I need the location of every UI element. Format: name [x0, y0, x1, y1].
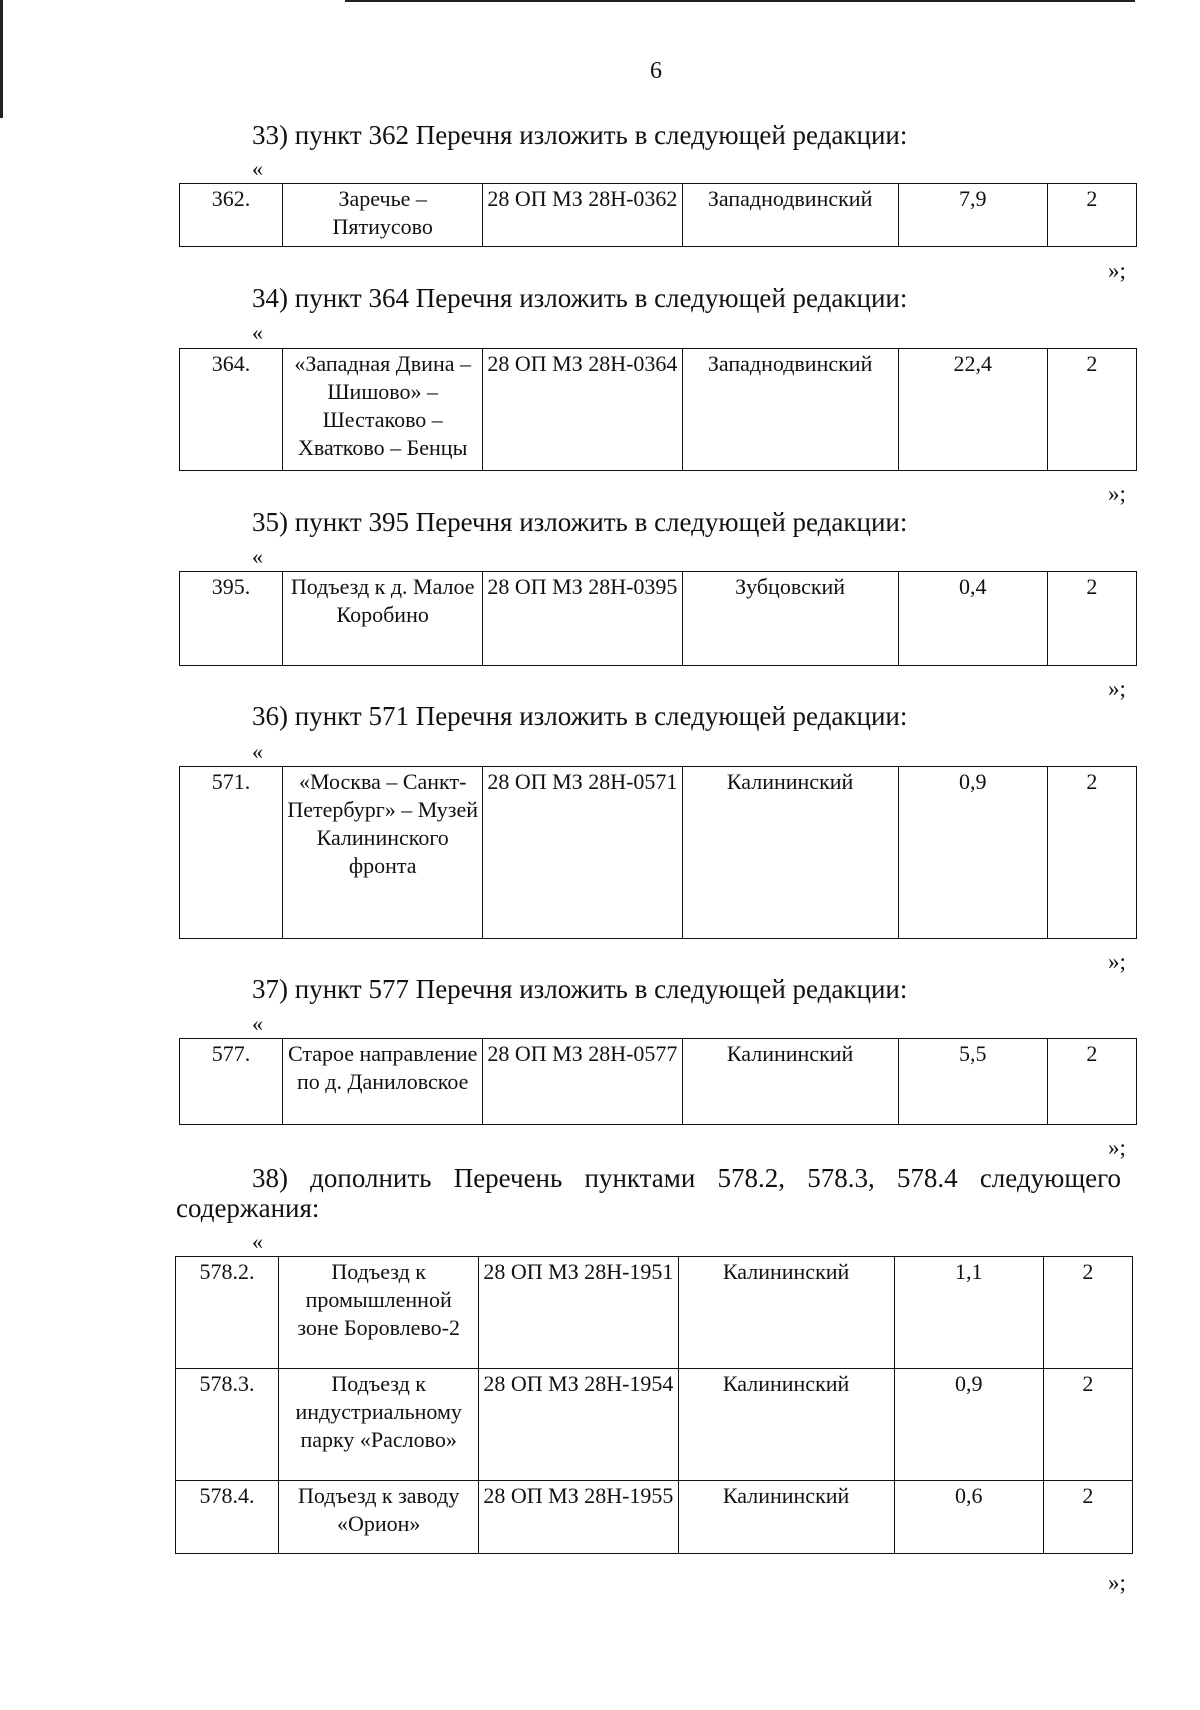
road-length: 5,5	[898, 1039, 1047, 1125]
section-35-heading: 35) пункт 395 Перечня изложить в следующей редакции:	[252, 507, 908, 537]
road-code: 28 ОП МЗ 28Н-0577	[483, 1039, 682, 1125]
road-code: 28 ОП МЗ 28Н-0395	[483, 572, 682, 666]
section-34-heading: 34) пункт 364 Перечня изложить в следующей редакции:	[252, 283, 908, 313]
table-row	[180, 1039, 1137, 1125]
road-code: 28 ОП МЗ 28Н-0362	[483, 184, 682, 247]
row-number: 578.4.	[176, 1481, 279, 1554]
table-row	[180, 184, 1137, 247]
section-35-table	[179, 571, 1137, 666]
open-quote: «	[252, 1011, 263, 1036]
road-code: 28 ОП МЗ 28Н-1955	[479, 1481, 678, 1554]
section-34-table	[179, 348, 1137, 471]
row-number: 362.	[180, 184, 283, 247]
road-category: 2	[1047, 1039, 1136, 1125]
road-length: 0,4	[898, 572, 1047, 666]
table-row	[176, 1481, 1133, 1554]
road-code: 28 ОП МЗ 28Н-0571	[483, 767, 682, 939]
district: Калининский	[678, 1481, 894, 1554]
section-33-heading: 33) пункт 362 Перечня изложить в следующей редакции:	[252, 120, 908, 150]
section-37-heading: 37) пункт 577 Перечня изложить в следующей редакции:	[252, 974, 908, 1004]
road-length: 1,1	[894, 1257, 1043, 1369]
close-quote: »;	[1108, 481, 1126, 506]
road-name: Старое направление по д. Даниловское	[283, 1039, 483, 1125]
open-quote: «	[252, 1229, 263, 1254]
road-length: 22,4	[898, 349, 1047, 471]
section-36-heading: 36) пункт 571 Перечня изложить в следующей редакции:	[252, 701, 908, 731]
road-name: Подъезд к д. Малое Коробино	[283, 572, 483, 666]
open-quote: «	[252, 544, 263, 569]
road-name: «Западная Двина – Шишово» – Шестаково – Хватково – Бенцы	[283, 349, 483, 471]
section-36-table	[179, 766, 1137, 939]
open-quote: «	[252, 739, 263, 764]
table-row	[176, 1257, 1133, 1369]
row-number: 578.2.	[176, 1257, 279, 1369]
district: Калининский	[682, 767, 898, 939]
district: Западнодвинский	[682, 184, 898, 247]
district: Западнодвинский	[682, 349, 898, 471]
road-category: 2	[1047, 572, 1136, 666]
table-row	[180, 767, 1137, 939]
close-quote: »;	[1108, 949, 1126, 974]
section-37-table	[179, 1038, 1137, 1125]
table-row	[180, 572, 1137, 666]
section-38-heading: 38) дополнить Перечень пунктами 578.2, 578.3, 578.4 следующего содержания:	[176, 1163, 1121, 1223]
table-row	[176, 1369, 1133, 1481]
district: Зубцовский	[682, 572, 898, 666]
road-category: 2	[1043, 1257, 1132, 1369]
road-category: 2	[1047, 184, 1136, 247]
close-quote: »;	[1108, 676, 1126, 701]
row-number: 571.	[180, 767, 283, 939]
road-length: 0,9	[894, 1369, 1043, 1481]
section-38-table	[175, 1256, 1133, 1554]
road-name: Заречье – Пятиусово	[283, 184, 483, 247]
left-border-line	[0, 0, 3, 118]
road-code: 28 ОП МЗ 28Н-0364	[483, 349, 682, 471]
road-length: 7,9	[898, 184, 1047, 247]
road-category: 2	[1043, 1481, 1132, 1554]
open-quote: «	[252, 156, 263, 181]
road-name: Подъезд к заводу «Орион»	[279, 1481, 479, 1554]
row-number: 364.	[180, 349, 283, 471]
close-quote: »;	[1108, 1570, 1126, 1595]
row-number: 578.3.	[176, 1369, 279, 1481]
district: Калининский	[682, 1039, 898, 1125]
road-name: «Москва – Санкт-Петербург» – Музей Калининского фронта	[283, 767, 483, 939]
road-name: Подъезд к промышленной зоне Боровлево-2	[279, 1257, 479, 1369]
road-code: 28 ОП МЗ 28Н-1951	[479, 1257, 678, 1369]
row-number: 395.	[180, 572, 283, 666]
road-name: Подъезд к индустриальному парку «Раслово»	[279, 1369, 479, 1481]
road-category: 2	[1047, 767, 1136, 939]
close-quote: »;	[1108, 258, 1126, 283]
road-length: 0,6	[894, 1481, 1043, 1554]
road-code: 28 ОП МЗ 28Н-1954	[479, 1369, 678, 1481]
road-category: 2	[1043, 1369, 1132, 1481]
table-row	[180, 349, 1137, 471]
district: Калининский	[678, 1369, 894, 1481]
road-length: 0,9	[898, 767, 1047, 939]
section-33-table	[179, 183, 1137, 247]
district: Калининский	[678, 1257, 894, 1369]
top-border-line	[345, 0, 1135, 2]
row-number: 577.	[180, 1039, 283, 1125]
page-number: 6	[650, 58, 662, 84]
close-quote: »;	[1108, 1135, 1126, 1160]
road-category: 2	[1047, 349, 1136, 471]
open-quote: «	[252, 320, 263, 345]
